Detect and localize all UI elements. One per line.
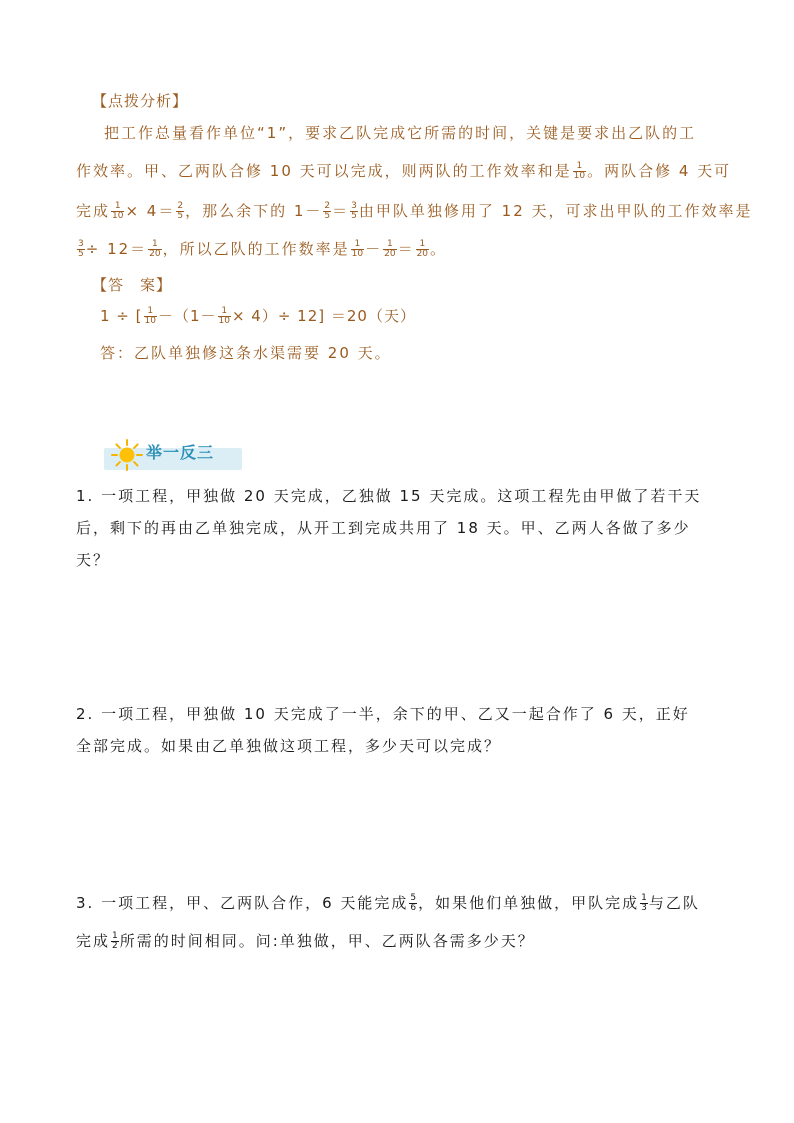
fraction: $\frac{3}{5}$ [78, 239, 84, 259]
fraction: $\frac{1}{10}$ [112, 201, 124, 221]
fraction: $\frac{1}{20}$ [384, 239, 396, 259]
answer-formula: 1 ÷ [ $\frac{1}{10}$ －（1－ $\frac{1}{10}$ × 4）÷ 12] ＝20（天） [100, 306, 416, 326]
fraction: $\frac{1}{10}$ [351, 239, 364, 259]
fraction: $\frac{1}{20}$ [416, 239, 429, 259]
question-1-line-3: 天？ [76, 551, 111, 569]
fraction: $\frac{1}{2}$ [112, 931, 118, 951]
analysis-line-3: 完成 $\frac{1}{10}$ × 4＝ $\frac{2}{5}$ ，那么余下的 1－ $\frac{2}{5}$ ＝ $\frac{3}{5}$ 由甲队单独修用了 12 天，可求出甲队的工作效率是 [76, 201, 753, 221]
answer-text: 答：乙队单独修这条水渠需要 20 天。 [100, 344, 392, 362]
analysis-line-4: $\frac{3}{5}$ ÷ 12＝ $\frac{1}{20}$ ，所以乙队的工作数率是 $\frac{1}{10}$ － $\frac{1}{20}$ ＝ $\frac{1}{20}$ 。 [78, 239, 448, 259]
fraction: $\frac{1}{10}$ [144, 306, 156, 326]
sun-icon [110, 438, 144, 472]
question-1-line-1: 1. 一项工程，甲独做 20 天完成，乙独做 15 天完成。这项工程先由甲做了若干天 [76, 487, 702, 505]
analysis-line-1: 把工作总量看作单位“1”，要求乙队完成它所需的时间，关键是要求出乙队的工 [104, 124, 697, 142]
fraction: $\frac{1}{3}$ [641, 893, 647, 913]
answer-heading: 【答 案】 [92, 276, 173, 294]
section-banner [104, 438, 242, 470]
banner-title: 举一反三 [146, 443, 215, 462]
fraction: $\frac{2}{5}$ [177, 201, 184, 221]
question-3-line-2: 完成 $\frac{1}{2}$ 所需的时间相同。问:单独做，甲、乙两队各需多少天？ [76, 931, 535, 951]
fraction: $\frac{2}{5}$ [324, 201, 331, 221]
fraction: $\frac{5}{6}$ [410, 893, 417, 913]
question-2-line-1: 2. 一项工程，甲独做 10 天完成了一半，余下的甲、乙又一起合作了 6 天，正好 [76, 705, 690, 723]
fraction: $\frac{1}{10}$ [218, 306, 230, 326]
question-3-line-1: 3. 一项工程，甲、乙两队合作，6 天能完成 $\frac{5}{6}$ ，如果他们单独做，甲队完成 $\frac{1}{3}$ 与乙队 [76, 893, 700, 913]
question-1-line-2: 后，剩下的再由乙单独完成，从开工到完成共用了 18 天。甲、乙两人各做了多少 [76, 519, 691, 537]
analysis-line-2: 作效率。甲、乙两队合修 10 天可以完成，则两队的工作效率和是 $\frac{1}{10}$ 。两队合修 4 天可 [76, 161, 732, 181]
question-2-line-2: 全部完成。如果由乙单独做这项工程，多少天可以完成？ [76, 737, 502, 755]
fraction: $\frac{3}{5}$ [351, 201, 357, 221]
fraction: $\frac{1}{10}$ [573, 161, 586, 181]
analysis-heading: 【点拨分析】 [92, 92, 189, 110]
fraction: $\frac{1}{20}$ [149, 239, 161, 259]
